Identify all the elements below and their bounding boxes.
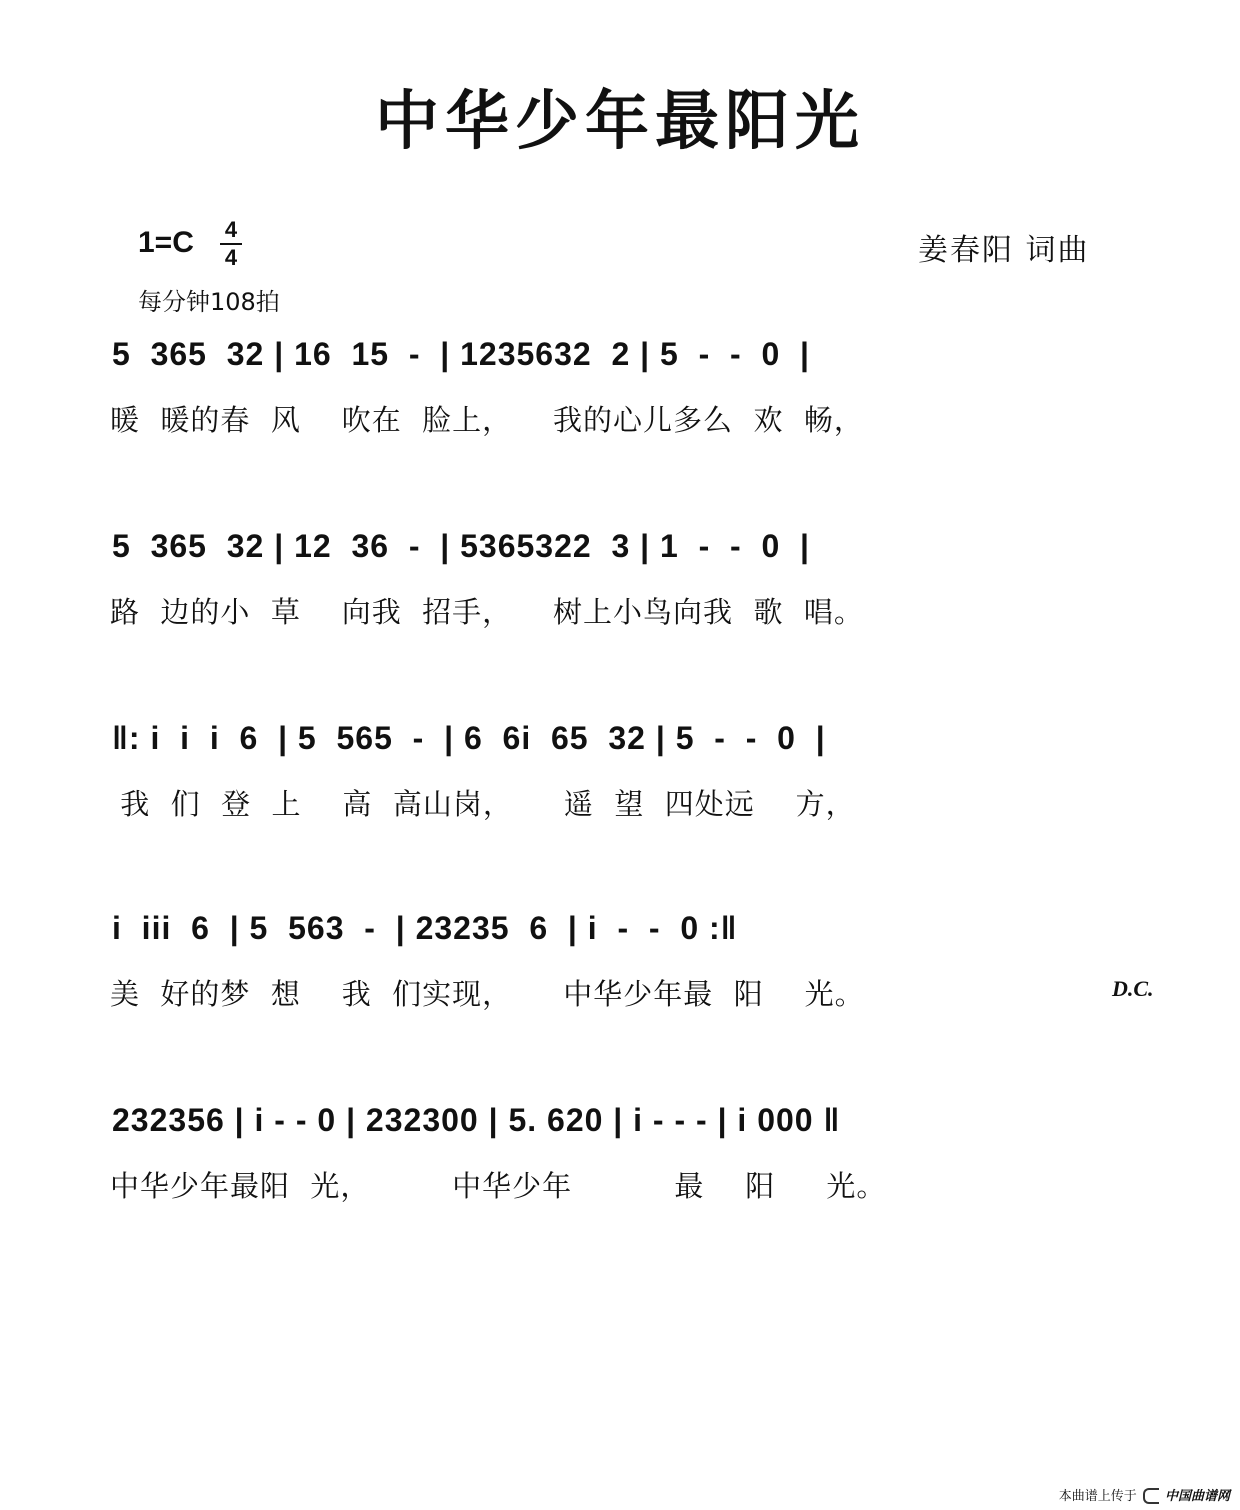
lyrics-line: 中华少年最阳 光， 中华少年 最 阳 光。 (110, 1169, 887, 1203)
score-row (0, 720, 1240, 840)
score-row (0, 528, 1240, 648)
notation-line: 5 365 32 | 16 15 - | 1235632 2 | 5 - - 0 | (112, 336, 810, 372)
score-row (0, 910, 1240, 1030)
notation-line: 232356 | i - - 0 | 232300 | 5. 620 | i - - - | i 000 ‖ (112, 1102, 841, 1138)
song-title: 中华少年最阳光 (375, 85, 865, 159)
footer-site: 中国曲谱网 (1164, 1488, 1230, 1504)
footer-watermark (1059, 1485, 1230, 1505)
notation-line: i iii 6 | 5 563 - | 23235 6 | i - - 0 :‖ (112, 910, 738, 946)
time-signature-bottom: 4 (224, 245, 238, 270)
key-signature: 1=C (138, 226, 194, 259)
lyrics-line: 我 们 登 上 高 高山岗， 遥 望 四处远 方， (110, 787, 856, 821)
time-signature-top: 4 (224, 217, 238, 242)
site-logo-icon (1143, 1488, 1159, 1504)
lyrics-line: 路 边的小 草 向我 招手， 树上小鸟向我 歌 唱。 (110, 595, 864, 629)
lyrics-line: 暖 暖的春 风 吹在 脸上， 我的心儿多么 欢 畅， (110, 403, 864, 437)
lyrics-line: 美 好的梦 想 我 们实现， 中华少年最 阳 光。 (110, 977, 865, 1011)
time-signature (220, 218, 242, 270)
dc-mark: D.C. (1112, 976, 1154, 1001)
tempo-marking: 每分钟108拍 (138, 288, 280, 316)
notation-line: ‖: i i i 6 | 5 565 - | 6 6i 65 32 | 5 - - 0 | (112, 720, 826, 756)
score-row (0, 1102, 1240, 1222)
footer-prefix: 本曲谱上传于 (1058, 1488, 1137, 1504)
author-credit: 姜春阳 词曲 (918, 233, 1090, 268)
notation-line: 5 365 32 | 12 36 - | 5365322 3 | 1 - - 0 | (112, 528, 810, 564)
score-row (0, 336, 1240, 456)
